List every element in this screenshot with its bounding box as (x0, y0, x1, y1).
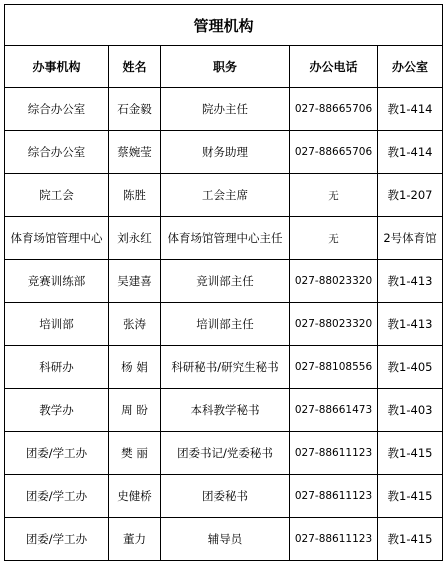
phone-cell: 027-88023320 (290, 303, 378, 346)
table-title: 管理机构 (5, 5, 443, 46)
table-row (5, 518, 443, 561)
office-cell: 教1-405 (378, 346, 443, 389)
table-row (5, 174, 443, 217)
department-cell: 竞赛训练部 (5, 260, 109, 303)
header-phone: 办公电话 (290, 46, 378, 88)
position-cell: 本科教学秘书 (161, 389, 290, 432)
position-cell: 团委秘书 (161, 475, 290, 518)
position-cell: 团委书记/党委秘书 (161, 432, 290, 475)
name-cell: 周 盼 (109, 389, 161, 432)
management-table (4, 4, 443, 561)
name-cell: 吴建喜 (109, 260, 161, 303)
phone-cell: 027-88665706 (290, 88, 378, 131)
position-cell: 科研秘书/研究生秘书 (161, 346, 290, 389)
department-cell: 综合办公室 (5, 88, 109, 131)
office-cell: 教1-207 (378, 174, 443, 217)
department-cell: 综合办公室 (5, 131, 109, 174)
name-cell: 蔡婉莹 (109, 131, 161, 174)
name-cell: 陈胜 (109, 174, 161, 217)
table-row (5, 88, 443, 131)
office-cell: 教1-414 (378, 131, 443, 174)
department-cell: 教学办 (5, 389, 109, 432)
department-cell: 团委/学工办 (5, 475, 109, 518)
office-cell: 教1-415 (378, 475, 443, 518)
name-cell: 杨 娟 (109, 346, 161, 389)
name-cell: 樊 丽 (109, 432, 161, 475)
phone-cell: 无 (290, 217, 378, 260)
table-row (5, 260, 443, 303)
office-cell: 教1-413 (378, 303, 443, 346)
header-row (5, 46, 443, 88)
header-office: 办公室 (378, 46, 443, 88)
department-cell: 科研办 (5, 346, 109, 389)
office-cell: 2号体育馆 (378, 217, 443, 260)
position-cell: 辅导员 (161, 518, 290, 561)
table-row (5, 217, 443, 260)
position-cell: 竞训部主任 (161, 260, 290, 303)
office-cell: 教1-415 (378, 518, 443, 561)
table-row (5, 389, 443, 432)
table-row (5, 303, 443, 346)
department-cell: 体育场馆管理中心 (5, 217, 109, 260)
phone-cell: 027-88611123 (290, 432, 378, 475)
phone-cell: 027-88661473 (290, 389, 378, 432)
header-department: 办事机构 (5, 46, 109, 88)
phone-cell: 027-88023320 (290, 260, 378, 303)
department-cell: 培训部 (5, 303, 109, 346)
table-row (5, 131, 443, 174)
phone-cell: 027-88611123 (290, 518, 378, 561)
name-cell: 董力 (109, 518, 161, 561)
office-cell: 教1-415 (378, 432, 443, 475)
name-cell: 石金毅 (109, 88, 161, 131)
name-cell: 史健桥 (109, 475, 161, 518)
table-row (5, 432, 443, 475)
position-cell: 培训部主任 (161, 303, 290, 346)
table-row (5, 475, 443, 518)
phone-cell: 027-88108556 (290, 346, 378, 389)
phone-cell: 无 (290, 174, 378, 217)
office-cell: 教1-413 (378, 260, 443, 303)
phone-cell: 027-88665706 (290, 131, 378, 174)
position-cell: 工会主席 (161, 174, 290, 217)
office-cell: 教1-403 (378, 389, 443, 432)
office-cell: 教1-414 (378, 88, 443, 131)
title-row (5, 5, 443, 46)
position-cell: 财务助理 (161, 131, 290, 174)
header-name: 姓名 (109, 46, 161, 88)
table-row (5, 346, 443, 389)
position-cell: 院办主任 (161, 88, 290, 131)
department-cell: 团委/学工办 (5, 518, 109, 561)
position-cell: 体育场馆管理中心主任 (161, 217, 290, 260)
name-cell: 张涛 (109, 303, 161, 346)
phone-cell: 027-88611123 (290, 475, 378, 518)
department-cell: 团委/学工办 (5, 432, 109, 475)
department-cell: 院工会 (5, 174, 109, 217)
header-position: 职务 (161, 46, 290, 88)
name-cell: 刘永红 (109, 217, 161, 260)
